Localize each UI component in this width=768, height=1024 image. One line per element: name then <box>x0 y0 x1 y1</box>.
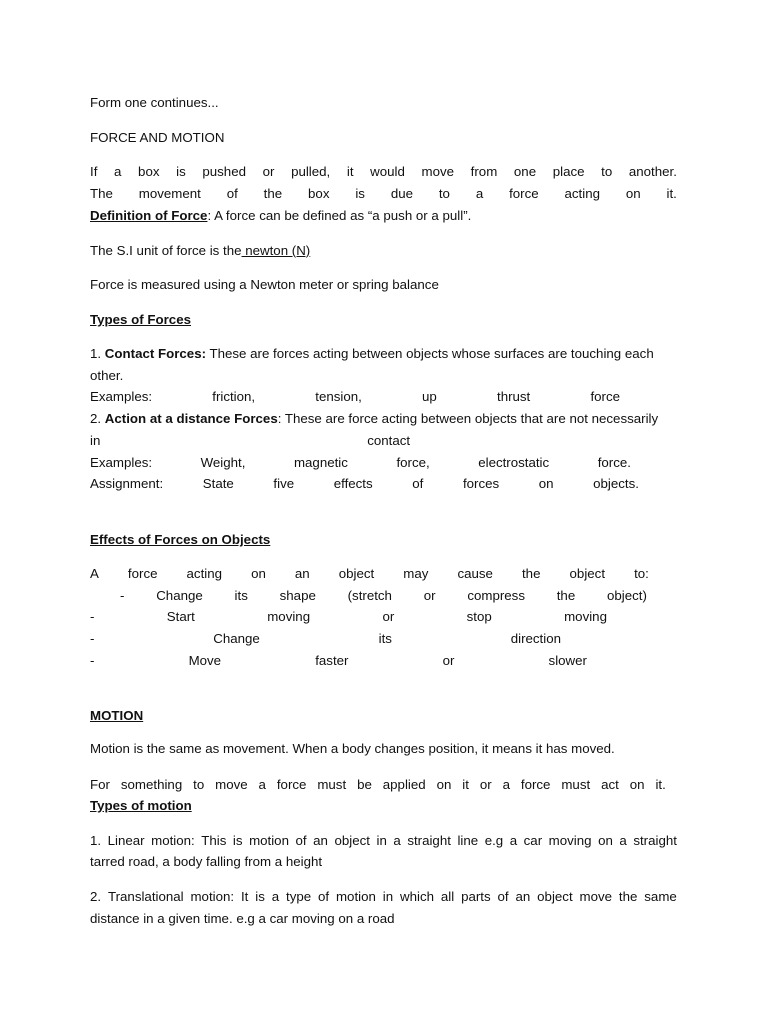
word: all <box>440 889 455 904</box>
word: force <box>590 389 620 404</box>
distance-number: 2. <box>90 411 105 426</box>
word: contact <box>367 433 411 448</box>
distance-forces-continued <box>90 430 677 452</box>
word: force <box>127 566 158 581</box>
word: or <box>382 609 395 624</box>
word: of <box>412 476 424 491</box>
word: straight <box>407 833 451 848</box>
word: The <box>90 186 113 201</box>
word: magnetic <box>293 455 348 470</box>
word: motion <box>249 833 289 848</box>
word: Move <box>188 653 222 668</box>
word: moving <box>564 609 607 624</box>
word: to: <box>634 566 649 581</box>
word: an <box>515 889 531 904</box>
word: force, <box>396 455 430 470</box>
intro-text: Form one continues... <box>90 95 219 110</box>
word: slower <box>548 653 587 668</box>
word: force <box>509 186 539 201</box>
word: in <box>90 433 101 448</box>
word: It <box>240 889 249 904</box>
word: object <box>569 566 606 581</box>
types-of-forces-heading: Types of Forces <box>90 312 191 327</box>
effect-item <box>90 628 561 650</box>
word: must <box>561 777 591 792</box>
word: straight <box>633 833 677 848</box>
word: Start <box>166 609 195 624</box>
word: motion <box>335 889 376 904</box>
word: motion: <box>151 833 195 848</box>
word: is <box>176 164 186 179</box>
word: This <box>201 833 227 848</box>
linear-motion-line-1 <box>90 830 677 852</box>
motion-force-line <box>90 774 666 796</box>
word: move <box>421 164 455 179</box>
word: on <box>251 566 266 581</box>
word: car <box>523 833 543 848</box>
word: it. <box>666 186 677 201</box>
distance-forces-line <box>90 408 677 430</box>
word: the <box>618 889 638 904</box>
word: Linear <box>107 833 145 848</box>
word: force <box>276 777 307 792</box>
word: to <box>193 777 205 792</box>
word: must <box>317 777 347 792</box>
word: place <box>552 164 585 179</box>
word: object <box>537 889 573 904</box>
distance-text: : These are force acting between objects that are not necessarily <box>277 411 659 426</box>
word: 2. <box>90 889 102 904</box>
word: Change <box>156 588 203 603</box>
word: friction, <box>212 389 256 404</box>
word: or <box>479 777 492 792</box>
word: it <box>462 777 469 792</box>
word: object <box>334 833 370 848</box>
distance-label: Action at a distance Forces <box>104 411 278 426</box>
force-para-line-2 <box>90 183 677 205</box>
word: - <box>90 653 95 668</box>
word: Change <box>213 631 260 646</box>
word: same <box>644 889 677 904</box>
word: For <box>90 777 110 792</box>
si-unit-prefix: The S.I unit of force is the <box>90 243 242 258</box>
translational-motion-line-2: distance in a given time. e.g a car moving on a road <box>90 911 395 926</box>
word: acting <box>186 566 223 581</box>
contact-examples <box>90 386 620 408</box>
effects-heading: Effects of Forces on Objects <box>90 532 271 547</box>
effect-item <box>120 585 647 607</box>
word: - <box>120 588 125 603</box>
motion-definition: Motion is the same as movement. When a body changes position, it means it has moved. <box>90 741 615 756</box>
word: an <box>294 566 310 581</box>
word: tension, <box>315 389 362 404</box>
word: to <box>438 186 450 201</box>
contact-text: These are forces acting between objects whose surfaces are touching each <box>206 346 654 361</box>
word: moving <box>548 833 592 848</box>
word: direction <box>510 631 561 646</box>
contact-number: 1. <box>90 346 105 361</box>
word: Weight, <box>200 455 246 470</box>
word: parts <box>461 889 491 904</box>
contact-label: Contact Forces: <box>104 346 207 361</box>
word: or <box>423 588 436 603</box>
force-definition <box>90 205 677 227</box>
word: compress <box>467 588 525 603</box>
measurement-line: Force is measured using a Newton meter or spring balance <box>90 277 439 292</box>
word: of <box>295 833 307 848</box>
si-unit-line <box>90 240 677 262</box>
word: Assignment: <box>90 476 164 491</box>
word: If <box>90 164 98 179</box>
word: a <box>475 186 484 201</box>
word: forces <box>462 476 500 491</box>
word: five <box>273 476 295 491</box>
word: its <box>234 588 248 603</box>
word: - <box>90 609 95 624</box>
word: the <box>521 566 541 581</box>
document-title: FORCE AND MOTION <box>90 130 225 145</box>
effects-intro <box>90 563 649 585</box>
word: thrust <box>497 389 531 404</box>
word: object <box>338 566 375 581</box>
word: motion: <box>190 889 235 904</box>
word: on <box>598 833 613 848</box>
word: a <box>509 833 518 848</box>
word: to <box>601 164 613 179</box>
word: on <box>629 777 645 792</box>
word: on <box>625 186 641 201</box>
word: acting <box>564 186 600 201</box>
word: type <box>286 889 312 904</box>
word: e.g <box>484 833 504 848</box>
word: in <box>376 833 387 848</box>
types-of-motion-heading: Types of motion <box>90 798 192 813</box>
word: it. <box>655 777 666 792</box>
word: is <box>232 833 243 848</box>
word: on <box>538 476 554 491</box>
assignment-line <box>90 473 639 495</box>
word: objects. <box>593 476 639 491</box>
word: a <box>258 777 266 792</box>
effect-item <box>90 606 607 628</box>
distance-examples <box>90 452 631 474</box>
word: or <box>442 653 455 668</box>
word: due <box>390 186 413 201</box>
linear-motion-line-2: tarred road, a body falling from a height <box>90 854 323 869</box>
word: act <box>601 777 619 792</box>
definition-text: : A force can be defined as “a push or a pull”. <box>207 208 472 223</box>
word: would <box>370 164 405 179</box>
word: the <box>263 186 283 201</box>
word: a <box>502 777 510 792</box>
word: State <box>202 476 234 491</box>
word: on <box>436 777 452 792</box>
word: of <box>497 889 509 904</box>
word: moving <box>267 609 311 624</box>
word: shape <box>279 588 316 603</box>
motion-heading: MOTION <box>90 708 144 723</box>
word: move <box>579 889 613 904</box>
word: electrostatic <box>478 455 550 470</box>
word: the <box>556 588 576 603</box>
word: Examples: <box>90 389 153 404</box>
word: is <box>355 186 365 201</box>
definition-label: Definition of Force <box>90 208 208 223</box>
effect-item <box>90 650 587 672</box>
word: box <box>138 164 160 179</box>
word: move <box>215 777 248 792</box>
contact-forces-line <box>90 343 677 365</box>
word: cause <box>457 566 493 581</box>
word: one <box>513 164 537 179</box>
word: Translational <box>107 889 184 904</box>
word: movement <box>138 186 201 201</box>
word: which <box>400 889 435 904</box>
word: faster <box>315 653 349 668</box>
word: effects <box>333 476 373 491</box>
word: pushed <box>202 164 246 179</box>
word: line <box>457 833 479 848</box>
word: of <box>226 186 238 201</box>
word: an <box>313 833 328 848</box>
word: its <box>378 631 392 646</box>
word: in <box>382 889 394 904</box>
si-unit-value: newton (N) <box>241 243 311 258</box>
word: is <box>255 889 265 904</box>
word: A <box>90 566 99 581</box>
word: Examples: <box>90 455 153 470</box>
word: force <box>520 777 551 792</box>
word: another. <box>628 164 677 179</box>
word: something <box>120 777 183 792</box>
word: box <box>308 186 330 201</box>
force-para-line-1 <box>90 161 677 183</box>
word: be <box>357 777 372 792</box>
word: up <box>422 389 437 404</box>
word: 1. <box>90 833 102 848</box>
word: pulled, <box>291 164 331 179</box>
word: a <box>271 889 280 904</box>
translational-motion-line-1 <box>90 886 677 908</box>
word: (stretch <box>347 588 392 603</box>
word: applied <box>382 777 426 792</box>
word: or <box>262 164 275 179</box>
word: a <box>393 833 401 848</box>
word: stop <box>466 609 492 624</box>
word: it <box>346 164 354 179</box>
contact-forces-continued: other. <box>90 368 124 383</box>
word: from <box>470 164 498 179</box>
word: object) <box>607 588 647 603</box>
word: force. <box>597 455 631 470</box>
word: - <box>90 631 95 646</box>
word: of <box>318 889 330 904</box>
word: may <box>403 566 429 581</box>
word: a <box>619 833 627 848</box>
word: a <box>114 164 122 179</box>
